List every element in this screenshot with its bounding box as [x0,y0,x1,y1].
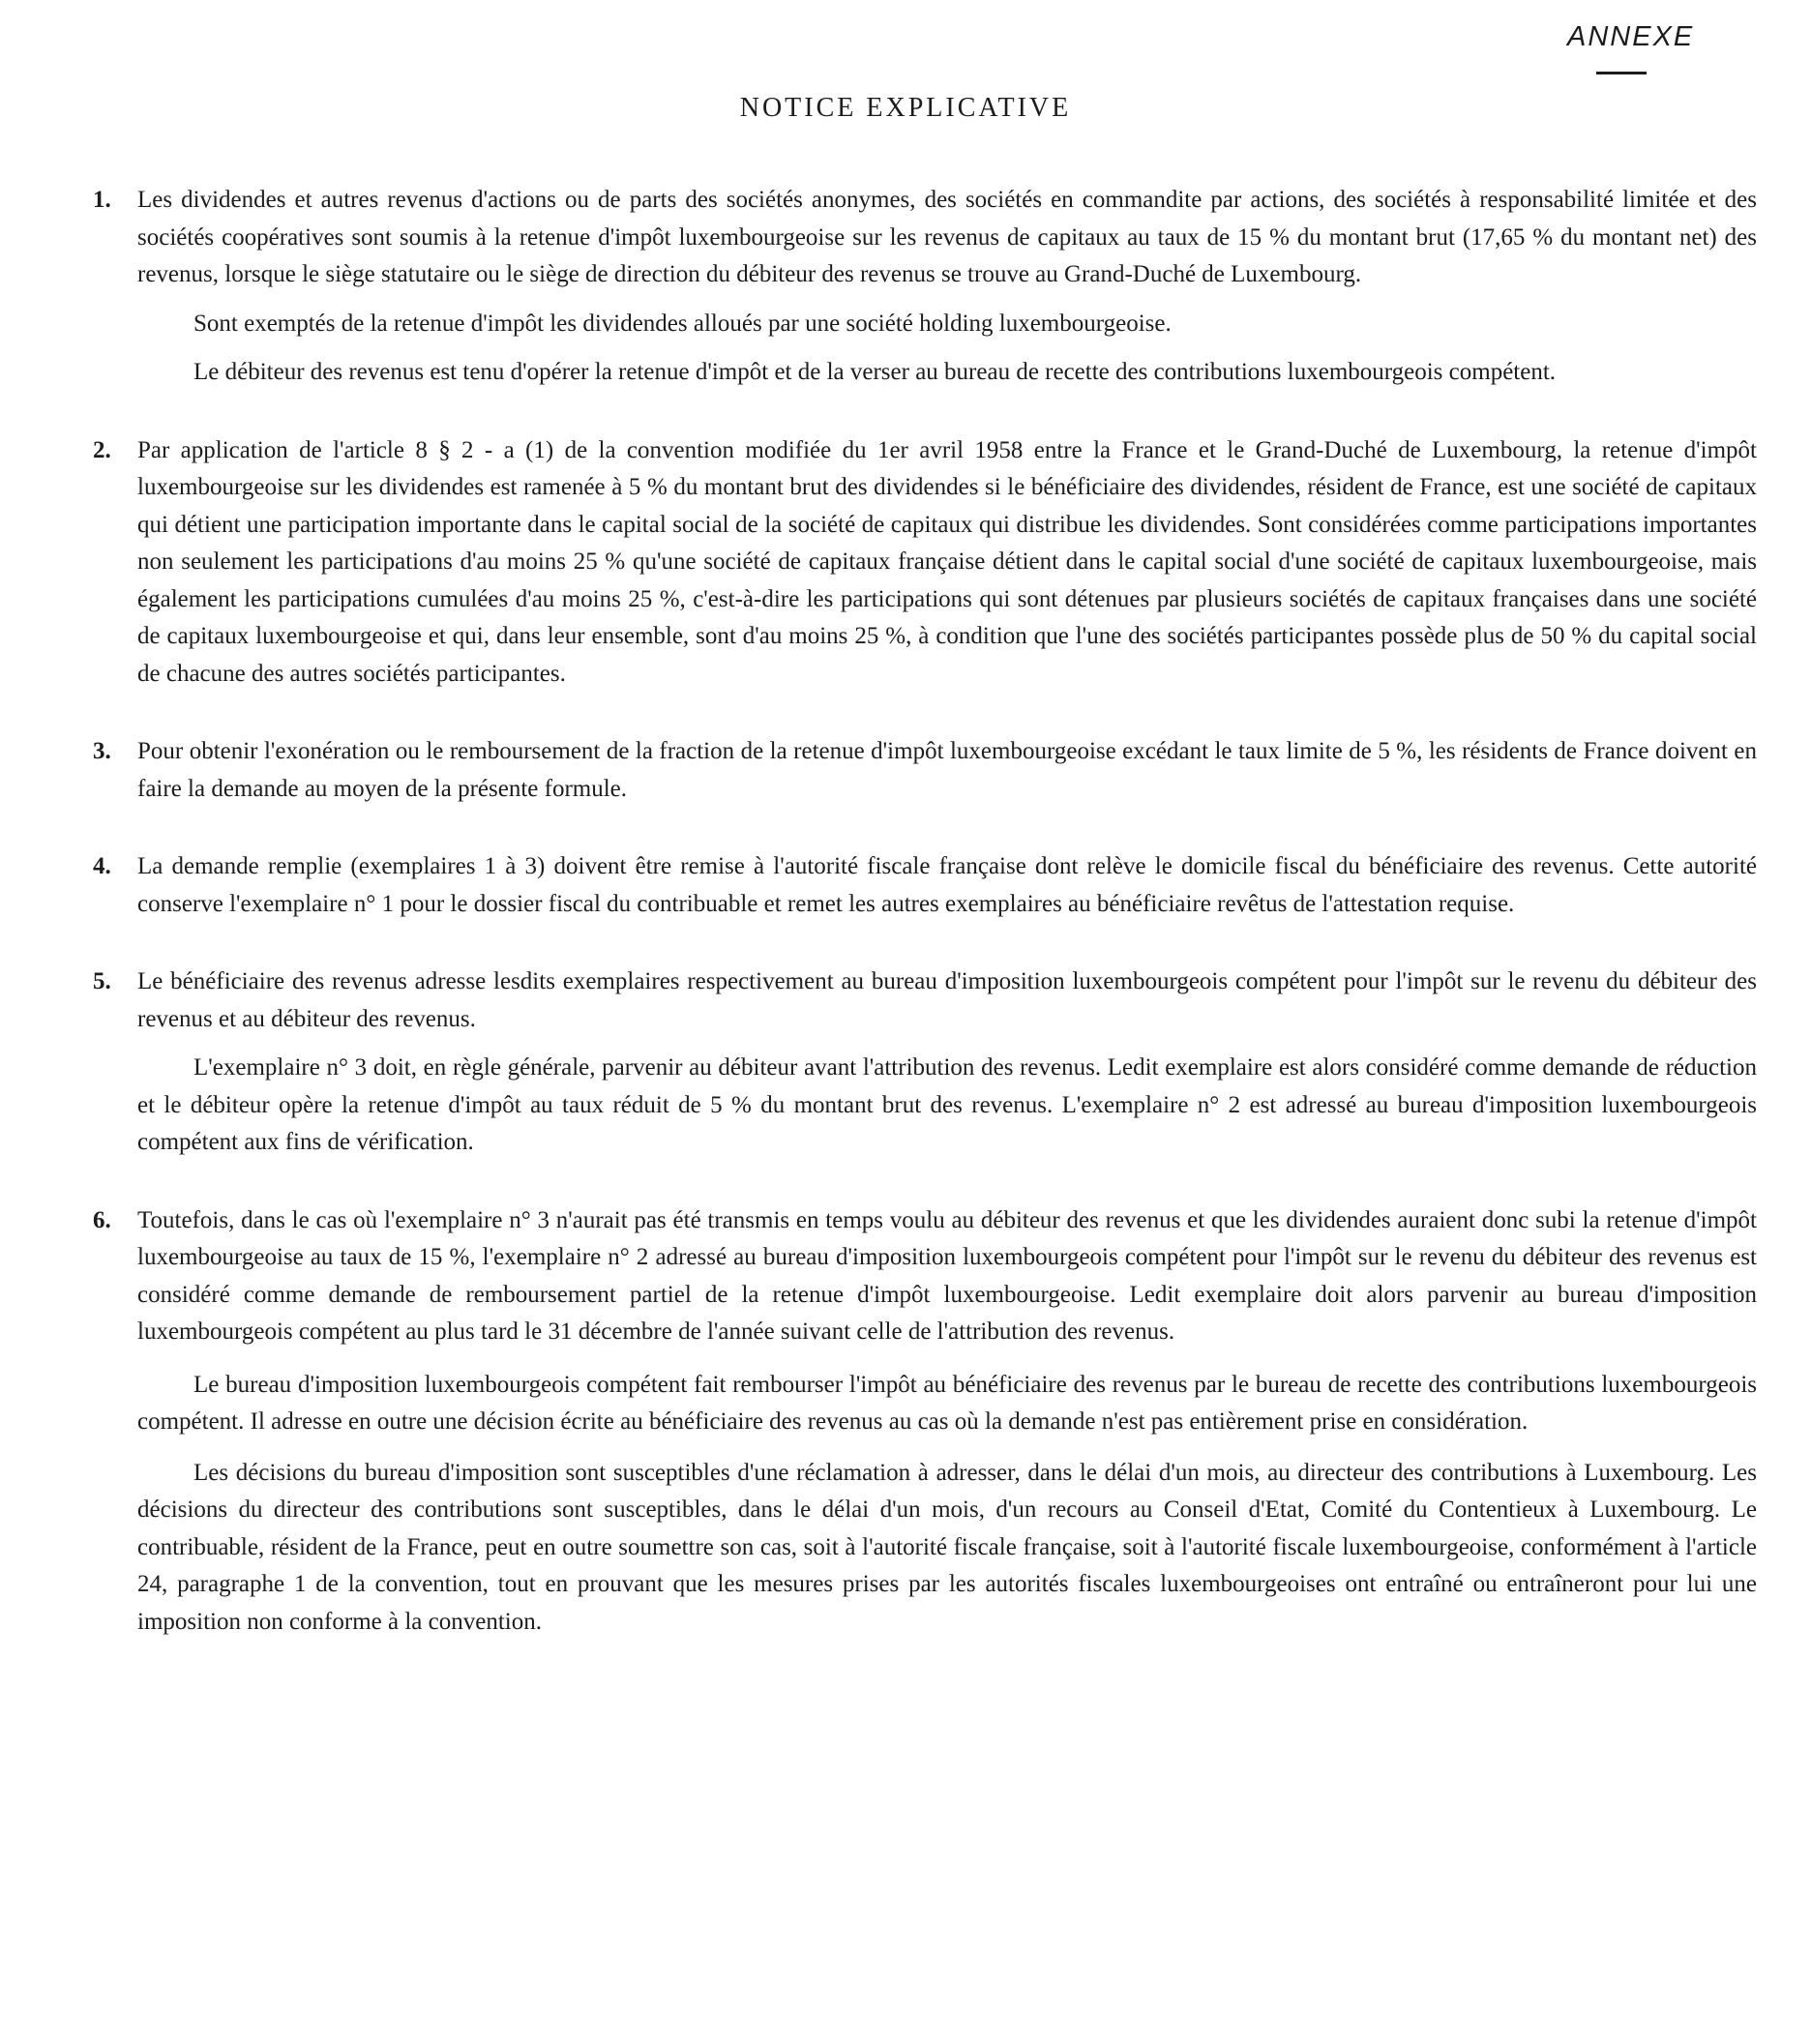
paragraph: Le débiteur des revenus est tenu d'opérer la retenue d'impôt et de la verser au bureau de recette des contributions luxembourgeois compétent. [193,359,1557,385]
paragraph: Les dividendes et autres revenus d'actions ou de parts des sociétés anonymes, des sociétés en commandite par actions, des sociétés à responsabilité limitée et des sociétés coopératives sont soumis à la retenue d'impôt luxembourgeoise sur les revenus de capitaux au taux de 15 % du montant brut (17,65 % du montant net) des revenus, lorsque le siège statutaire ou le siège de direction du débiteur des revenus se trouve au Grand-Duché de Luxembourg. [137,187,1757,287]
item-number: 2. [93,436,111,463]
item-number: 1. [93,187,111,213]
item-number: 4. [93,853,111,879]
item-6 [93,1202,1757,1642]
item-4 [93,848,1757,923]
item-number: 5. [93,968,111,994]
annex-underline [1596,72,1647,74]
item-3 [93,733,1757,808]
page-title: NOTICE EXPLICATIVE [739,93,1072,123]
paragraph: La demande remplie (exemplaires 1 à 3) doivent être remise à l'autorité fiscale française dont relève le domicile fiscal du bénéficiaire des revenus. Cette autorité conserve l'exemplaire n° 1 pour le dossier fiscal du contribuable et remet les autres exemplaires au bénéficiaire revêtus de l'attestation requise. [137,853,1757,917]
item-number: 6. [93,1206,111,1233]
paragraph: Le bénéficiaire des revenus adresse lesdits exemplaires respectivement au bureau d'imposition luxembourgeois compétent pour l'impôt sur le revenu du débiteur des revenus et au débiteur des revenus. [137,968,1757,1032]
paragraph: Les décisions du bureau d'imposition sont susceptibles d'une réclamation à adresser, dans le délai d'un mois, au directeur des contributions à Luxembourg. Les décisions du directeur des contributions sont susceptibles, dans le délai d'un mois, d'un recours au Conseil d'Etat, Comité du Contentieux à Luxembourg. Le contribuable, résident de la France, peut en outre soumettre son cas, soit à l'autorité fiscale française, soit à l'autorité fiscale luxembourgeoise, conformément à l'article 24, paragraphe 1 de la convention, tout en prouvant que les mesures prises par les autorités fiscales luxembourgeoises ont entraîné ou entraîneront pour lui une imposition non conforme à la convention. [137,1459,1757,1635]
item-number: 3. [93,738,111,764]
notice-body [93,182,1757,1681]
annex-label: ANNEXE [1567,21,1695,52]
paragraph: Par application de l'article 8 § 2 - a (1) de la convention modifiée du 1er avril 1958 entre la France et le Grand-Duché de Luxembourg, la retenue d'impôt luxembourgeoise sur les dividendes est ramenée à 5 % du montant brut des dividendes si le bénéficiaire des dividendes, résident de France, est une société de capitaux qui détient une participation importante dans le capital social de la société de capitaux qui distribue les dividendes. Sont considérées comme participations importantes non seulement les participations d'au moins 25 % qu'une société de capitaux française détient dans le capital social d'une société de capitaux luxembourgeoise, mais également les participations cumulées d'au moins 25 %, c'est-à-dire les participations qui sont détenues par plusieurs sociétés de capitaux françaises dans une société de capitaux luxembourgeoise et qui, dans leur ensemble, sont d'au moins 25 %, à condition que l'une des sociétés participantes possède plus de 50 % du capital social de chacune des autres sociétés participantes. [137,436,1757,687]
paragraph: Pour obtenir l'exonération ou le remboursement de la fraction de la retenue d'impôt luxembourgeoise excédant le taux limite de 5 %, les résidents de France doivent en faire la demande au moyen de la présente formule. [137,738,1757,802]
item-1 [93,182,1757,392]
item-2 [93,432,1757,694]
paragraph: L'exemplaire n° 3 doit, en règle générale, parvenir au débiteur avant l'attribution des revenus. Ledit exemplaire est alors considéré comme demande de réduction et le débiteur opère la retenue d'impôt au taux réduit de 5 % du montant brut des revenus. L'exemplaire n° 2 est adressé au bureau d'imposition luxembourgeois compétent aux fins de vérification. [137,1054,1757,1155]
paragraph: Toutefois, dans le cas où l'exemplaire n° 3 n'aurait pas été transmis en temps voulu au débiteur des revenus et que les dividendes auraient donc subi la retenue d'impôt luxembourgeoise au taux de 15 %, l'exemplaire n° 2 adressé au bureau d'imposition luxembourgeois compétent pour l'impôt sur le revenu du débiteur des revenus est considéré comme demande de remboursement partiel de la retenue d'impôt luxembourgeoise. Ledit exemplaire doit alors parvenir au bureau d'imposition luxembourgeois compétent au plus tard le 31 décembre de l'année suivant celle de l'attribution des revenus. [137,1206,1757,1345]
item-5 [93,963,1757,1162]
paragraph: Le bureau d'imposition luxembourgeois compétent fait rembourser l'impôt au bénéficiaire des revenus par le bureau de recette des contributions luxembourgeois compétent. Il adresse en outre une décision écrite au bénéficiaire des revenus au cas où la demande n'est pas entièrement prise en considération. [137,1371,1757,1435]
paragraph: Sont exemptés de la retenue d'impôt les dividendes alloués par une société holding luxembourgeoise. [193,310,1172,337]
